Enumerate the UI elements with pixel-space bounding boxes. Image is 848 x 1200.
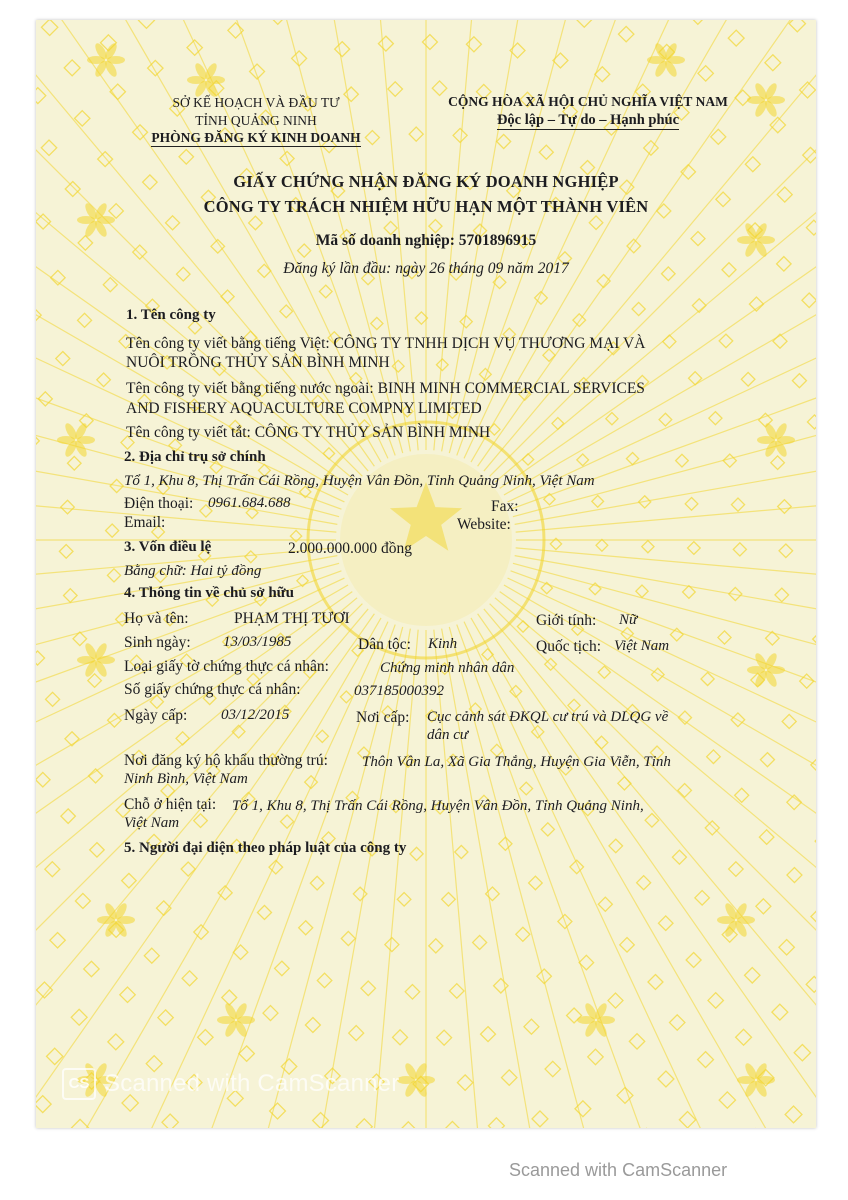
phone-label: Điện thoại: (124, 495, 194, 512)
issue-date-value: 03/12/2015 (221, 707, 290, 723)
header-republic: CỘNG HÒA XÃ HỘI CHỦ NGHĨA VIỆT NAM (448, 94, 728, 109)
permanent-residence-line2: Ninh Bình, Việt Nam (124, 771, 248, 787)
nationality-value: Việt Nam (614, 638, 670, 654)
current-residence-line2: Việt Nam (124, 815, 180, 831)
owner-name-value: PHẠM THỊ TƯƠI (234, 610, 350, 627)
header-office-name: PHÒNG ĐĂNG KÝ KINH DOANH (151, 130, 361, 145)
phone-value: 0961.684.688 (208, 495, 291, 511)
header-agency-line3 (136, 130, 376, 146)
section3-heading: 3. Vốn điều lệ (124, 539, 212, 555)
company-short-name: Tên công ty viết tắt: CÔNG TY THỦY SẢN BÌNH MINH (126, 424, 491, 441)
scan-watermark: Scanned with CamScanner (104, 1070, 400, 1097)
company-name-en-line1: Tên công ty viết bằng tiếng nước ngoài: BINH MINH COMMERCIAL SERVICES (126, 380, 645, 397)
website-label: Website: (457, 516, 511, 533)
issue-place-label: Nơi cấp: (356, 709, 410, 726)
dob-value: 13/03/1985 (223, 634, 292, 650)
footer-scan-watermark: Scanned with CamScanner (509, 1160, 728, 1180)
dob-label: Sinh ngày: (124, 634, 191, 651)
section2-heading: 2. Địa chỉ trụ sở chính (124, 449, 266, 465)
section5-heading: 5. Người đại diện theo pháp luật của công ty (124, 840, 407, 856)
permanent-residence-label: Nơi đăng ký hộ khẩu thường trú: (124, 752, 328, 769)
head-office-address: Tổ 1, Khu 8, Thị Trấn Cái Rồng, Huyện Vân Đồn, Tỉnh Quảng Ninh, Việt Nam (124, 473, 595, 489)
enterprise-code: Mã số doanh nghiệp: 5701896915 (315, 232, 537, 249)
company-name-vn-line1: Tên công ty viết bằng tiếng Việt: CÔNG TY TNHH DỊCH VỤ THƯƠNG MẠI VÀ (126, 335, 646, 352)
certificate-page (36, 20, 816, 1128)
id-number-label: Số giấy chứng thực cá nhân: (124, 681, 301, 698)
permanent-residence-line1: Thôn Vân La, Xã Gia Thắng, Huyện Gia Viễn, Tỉnh (362, 754, 671, 770)
issue-place-line1: Cục cảnh sát ĐKQL cư trú và DLQG về (427, 709, 669, 725)
issue-place-line2: dân cư (427, 727, 469, 743)
current-residence-line1: Tổ 1, Khu 8, Thị Trấn Cái Rồng, Huyện Vân Đồn, Tỉnh Quảng Ninh, (232, 798, 644, 814)
camscanner-logo-icon: CS (62, 1068, 96, 1100)
certificate-content (36, 20, 816, 1128)
ethnicity-value: Kinh (428, 636, 458, 652)
section1-heading: 1. Tên công ty (126, 307, 216, 323)
issue-date-label: Ngày cấp: (124, 707, 188, 724)
id-type-value: Chứng minh nhân dân (380, 660, 515, 676)
company-name-vn-line2: NUÔI TRỒNG THỦY SẢN BÌNH MINH (126, 354, 390, 371)
first-registration: Đăng ký lần đầu: ngày 26 tháng 09 năm 2017 (283, 260, 569, 277)
header-agency-line1: SỞ KẾ HOẠCH VÀ ĐẦU TƯ (172, 95, 340, 110)
fax-label: Fax: (491, 498, 519, 515)
header-motto: Độc lập – Tự do – Hạnh phúc (496, 112, 680, 128)
owner-name-label: Họ và tên: (124, 610, 189, 627)
nationality-label: Quốc tịch: (536, 638, 601, 655)
header-motto-wrap (408, 112, 768, 129)
section4-heading: 4. Thông tin về chủ sở hữu (124, 585, 295, 601)
company-type: CÔNG TY TRÁCH NHIỆM HỮU HẠN MỘT THÀNH VIÊN (203, 197, 649, 216)
gender-value: Nữ (619, 612, 638, 628)
current-residence-label: Chỗ ở hiện tại: (124, 796, 217, 813)
gender-label: Giới tính: (536, 612, 597, 629)
id-type-label: Loại giấy tờ chứng thực cá nhân: (124, 658, 329, 675)
charter-capital: 2.000.000.000 đồng (288, 540, 412, 557)
email-label: Email: (124, 514, 166, 531)
company-name-en-line2: AND FISHERY AQUACULTURE COMPNY LIMITED (126, 400, 482, 417)
capital-in-words: Bằng chữ: Hai tỷ đồng (124, 563, 262, 579)
certificate-title: GIẤY CHỨNG NHẬN ĐĂNG KÝ DOANH NGHIỆP (233, 172, 619, 191)
header-agency-line2: TỈNH QUẢNG NINH (195, 113, 317, 128)
id-number-value: 037185000392 (354, 683, 444, 699)
ethnicity-label: Dân tộc: (358, 636, 411, 653)
